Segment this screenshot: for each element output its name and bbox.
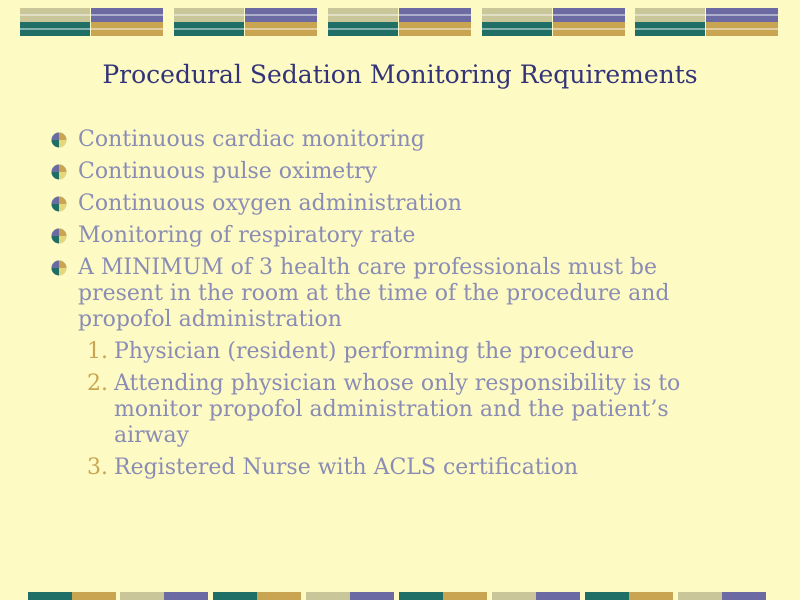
decorative-block [633,6,780,38]
bullet-text: A MINIMUM of 3 health care professionals must be present in the room at the time of the procedure and propofol administration [78,255,670,332]
numbered-item-text: Attending physician whose only responsibility is to monitor propofol administration and the patient’s airway [114,371,681,448]
decorative-block [306,592,394,600]
bullet-text: Continuous oxygen administration [78,191,462,216]
bullet-item [48,223,748,249]
decorative-block [28,592,116,600]
top-decorative-band [0,0,800,40]
decorative-block [18,6,165,38]
bullet-item [48,255,748,481]
bullet-text: Continuous cardiac monitoring [78,127,425,152]
quadrant-bullet-icon [51,228,67,244]
decorative-block [480,6,627,38]
numbered-item [78,371,748,449]
bullet-text: Continuous pulse oximetry [78,159,378,184]
decorative-block [213,592,301,600]
numbered-item [78,455,748,481]
decorative-block [399,592,487,600]
numbered-item-text: Physician (resident) performing the procedure [114,339,635,364]
number-marker: 1. [87,339,108,364]
bottom-decorative-band [0,590,800,600]
quadrant-bullet-icon [51,196,67,212]
bullet-item [48,159,748,185]
bullet-text: Monitoring of respiratory rate [78,223,416,248]
numbered-item-text: Registered Nurse with ACLS certification [114,455,579,480]
quadrant-bullet-icon [51,132,67,148]
quadrant-bullet-icon [51,260,67,276]
decorative-block [120,592,208,600]
bullet-item [48,191,748,217]
bullet-list [48,127,748,487]
quadrant-bullet-icon [51,164,67,180]
slide-title: Procedural Sedation Monitoring Requirements [102,60,698,89]
decorative-block [492,592,580,600]
decorative-block [172,6,319,38]
numbered-sublist [78,339,748,481]
bullet-item [48,127,748,153]
decorative-block [326,6,473,38]
number-marker: 2. [87,371,108,396]
numbered-item [78,339,748,365]
decorative-block [585,592,673,600]
decorative-block [678,592,766,600]
number-marker: 3. [87,455,108,480]
